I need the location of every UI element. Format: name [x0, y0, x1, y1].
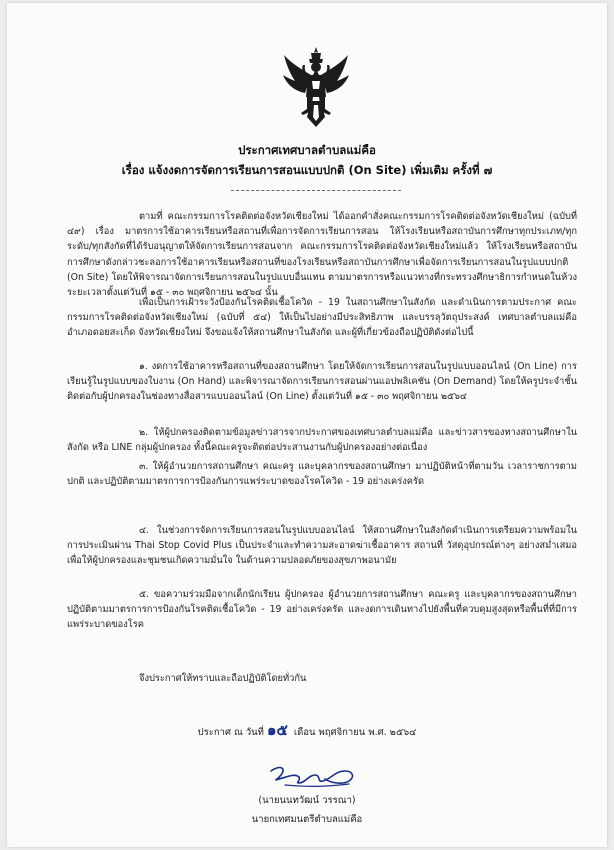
document-title: ประกาศเทศบาลตำบลแม่คือ	[238, 143, 376, 157]
date-month: พฤศจิกายน	[318, 727, 366, 738]
measure-item-2: ๒. ให้ผู้ปกครองติดตามข้อมูลข่าวสารจากประกาศของเทศบาลตำบลแม่คือ และข่าวสารของทางสถานศึกษาในสังกัด หรือ LINE กลุ่มผู้ปกครอง ทั้งนี้คณะครูจะติดต่อประสานงานกับผู้ปกครองอย่างต่อเนื่อง	[67, 427, 577, 454]
measure-item-3: ๓. ให้ผู้อำนวยการสถานศึกษา คณะครู และบุคลากรของสถานศึกษา มาปฏิบัติหน้าที่ตามวัน เวลาราชการตามปกติ และปฏิบัติตามมาตรการการป้องกันการแพร่ระบาดของโรคโควิด - 19 อย่างเคร่งครัด	[67, 461, 577, 488]
date-month-label: เดือน	[293, 727, 316, 738]
title-divider	[231, 190, 401, 191]
date-day: ๑๕	[266, 721, 288, 739]
signatory-name: (นายนนทวัฒน์ วรรณา)	[258, 795, 356, 806]
paragraph-intro: ตามที่ คณะกรรมการโรคติดต่อจังหวัดเชียงใหม่ ได้ออกคำสั่งคณะกรรมการโรคติดต่อจังหวัดเชียงใหม่ (ฉบับที่ ๔๙) เรื่อง มาตรการใช้อาคารเรียนหรือสถานที่เพื่อการจัดการเรียนการสอน ให้โรงเรียนหรือสถาบันการศึกษาทุกประเภท/ทุกระดับ/ทุกสังกัดที่ได้รับอนุญาตให้จัดการเรียนการสอนจาก คณะกรรมการโรคติดต่อจังหวัดเชียงใหม่แล้ว ให้โรงเรียนหรือสถาบันการศึกษาดังกล่าวชะลอการใช้อาคารเรียนหรือสถานที่ของโรงเรียนหรือสถาบันการศึกษาเพื่อจัดการเรียนการสอนในรูปแบบปกติ (On Site) โดยให้พิจารณาจัดการเรียนการสอนในรูปแบบอื่นแทน ตามมาตรการหรือแนวทางที่กระทรวงศึกษาธิการกำหนดในห้วงระยะเวลาตั้งแต่วันที่ ๑๕ - ๓๐ พฤศจิกายน ๒๕๖๔ นั้น	[67, 211, 577, 299]
garuda-emblem-icon	[281, 45, 351, 129]
closing-statement: จึงประกาศให้ทราบและถือปฏิบัติโดยทั่วกัน	[139, 673, 307, 684]
measure-item-5: ๕. ขอความร่วมมือจากเด็กนักเรียน ผู้ปกครอง ผู้อำนวยการสถานศึกษา คณะครู และบุคลากรของสถานศึกษา ปฏิบัติตามมาตรการการป้องกันโรคติดเชื้อโควิด - 19 อย่างเคร่งครัด และงดการเดินทางไปยังพื้นที่ควบคุมสูงสุดหรือพื้นที่ที่มีการแพร่ระบาดของโรค	[67, 589, 577, 631]
measure-item-1: ๑. งดการใช้อาคารหรือสถานที่ของสถานศึกษา โดยให้จัดการเรียนการสอนในรูปแบบออนไลน์ (On Line) การเรียนรู้ในรูปแบบของใบงาน (On Hand) และพิจารณาจัดการเรียนการสอนผ่านแอปพลิเคชัน (On Demand) โดยให้ครูประจำชั้นติดต่อกับผู้ปกครองในช่องทางสื่อสารแบบออนไลน์ (On Line) ตั้งแต่วันที่ ๑๕ - ๓๐ พฤศจิกายน ๒๕๖๔	[67, 361, 577, 403]
date-year: พ.ศ. ๒๕๖๔	[368, 727, 417, 738]
document-page	[7, 3, 607, 847]
date-prefix: ประกาศ ณ วันที่	[197, 727, 264, 738]
handwritten-signature	[265, 761, 361, 789]
paragraph-purpose: เพื่อเป็นการเฝ้าระวังป้องกันโรคติดเชื้อโควิด - 19 ในสถานศึกษาในสังกัด และดำเนินการตามประกาศ คณะกรรมการโรคติดต่อจังหวัดเชียงใหม่ (ฉบับที่ ๕๔) ให้เป็นไปอย่างมีประสิทธิภาพ และบรรลุวัตถุประสงค์ เทศบาลตำบลแม่คือ อำเภอดอยสะเก็ด จังหวัดเชียงใหม่ จึงขอแจ้งให้สถานศึกษาในสังกัด และผู้ที่เกี่ยวข้องถือปฏิบัติดังต่อไปนี้	[67, 297, 577, 339]
document-subject: เรื่อง แจ้งงดการจัดการเรียนการสอนแบบปกติ (On Site) เพิ่มเติม ครั้งที่ ๗	[121, 163, 493, 177]
measure-item-4: ๔. ในช่วงการจัดการเรียนการสอนในรูปแบบออนไลน์ ให้สถานศึกษาในสังกัดดำเนินการเตรียมความพร้อมในการประเมินผ่าน Thai Stop Covid Plus เป็นประจำและทำความสะอาดฆ่าเชื้ออาคาร สถานที่ วัสดุอุปกรณ์ต่างๆ อย่างสม่ำเสมอ เพื่อให้ผู้ปกครองและชุมชนเกิดความมั่นใจ ในด้านความปลอดภัยของสุขภาพอนามัย	[67, 525, 577, 567]
signatory-position: นายกเทศมนตรีตำบลแม่คือ	[251, 814, 363, 825]
announcement-date	[7, 718, 607, 742]
